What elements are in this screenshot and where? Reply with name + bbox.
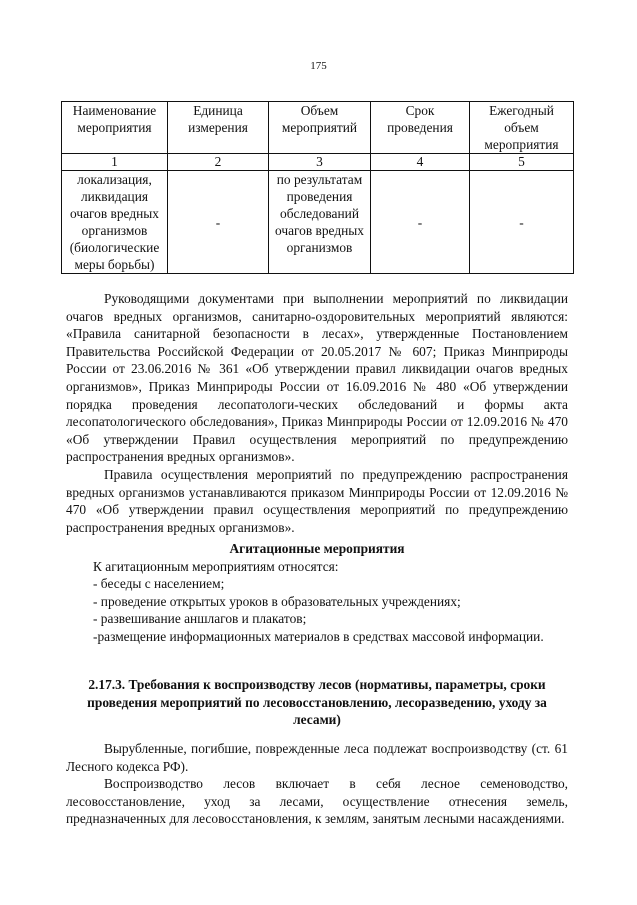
paragraph-reproduction-includes: Воспроизводство лесов включает в себя лесное семеноводство, лесовосстановление, уход за лесами, осуществление отнесения земель, предназначенных для лесовосстановления, к землям, занятым лесными насаждениями. — [66, 776, 568, 827]
list-item: - проведение открытых уроков в образовательных учреждениях; — [93, 593, 461, 609]
column-number: 3 — [269, 154, 371, 171]
cell-measure-name: локализация, ликвидация очагов вредных организмов (биологические меры борьбы) — [62, 171, 168, 274]
section-title: 2.17.3. Требования к воспроизводству лесов (нормативы, параметры, сроки проведения мероприятий по лесовосстановлению, лесоразведению, уходу за лесами) — [87, 677, 547, 728]
column-number: 5 — [470, 154, 574, 171]
paragraph-reproduction: Вырубленные, погибшие, поврежденные леса подлежат воспроизводству (ст. 61 Лесного кодекса РФ). — [66, 741, 568, 774]
agitation-title: Агитационные мероприятия — [229, 541, 405, 556]
page-number: 175 — [310, 60, 327, 72]
list-item: - беседы с населением; — [93, 576, 225, 592]
table-header-row — [62, 102, 574, 154]
section-heading-block — [66, 676, 568, 729]
cell-term: - — [371, 171, 470, 274]
body-text — [66, 290, 568, 536]
column-number: 4 — [371, 154, 470, 171]
table-number-row — [62, 154, 574, 171]
header-cell-name: Наименование мероприятия — [62, 102, 168, 154]
list-item: -размещение информационных материалов в средствах массовой информации. — [93, 628, 544, 644]
paragraph-regulations: Руководящими документами при выполнении мероприятий по ликвидации очагов вредных организмов, санитарно-оздоровительных мероприятий являются: «Правила санитарной безопасности в лесах», утвержденные Постановлением Правительства Российской Федерации от 20.05.2017 № 607; Приказ Минприроды России от 23.06.2016 № 361 «Об утверждении правил ликвидации очагов вредных организмов», Приказ Минприроды России от 16.09.2016 № 480 «Об утверждении порядка проведения лесопатологи-ческих обследований и формы акта лесопатологического обследования», Приказ Минприроды России от 12.09.2016 № 470 «Об утверждении Правил осуществления мероприятий по предупреждению распространения вредных организмов». — [66, 291, 568, 465]
agitation-intro: К агитационным мероприятиям относятся: — [93, 558, 339, 574]
column-number: 2 — [168, 154, 269, 171]
header-cell-term: Срок проведения — [371, 102, 470, 154]
cell-annual: - — [470, 171, 574, 274]
cell-volume: по результатам проведения обследований очагов вредных организмов — [269, 171, 371, 274]
reproduction-text — [66, 740, 568, 828]
agitation-section — [66, 540, 568, 646]
list-item: - развешивание аншлагов и плакатов; — [93, 611, 307, 627]
header-cell-annual: Ежегодный объем мероприятия — [470, 102, 574, 154]
column-number: 1 — [62, 154, 168, 171]
header-cell-volume: Объем мероприятий — [269, 102, 371, 154]
header-cell-unit: Единица измерения — [168, 102, 269, 154]
measures-table — [61, 101, 574, 274]
paragraph-rules: Правила осуществления мероприятий по предупреждению распространения вредных организмов устанавливаются приказом Минприроды России от 12.09.2016 № 470 «Об утверждении правил осуществления мероприятий по предупреждению распространения вредных организмов». — [66, 466, 568, 535]
cell-unit: - — [168, 171, 269, 274]
table-row — [62, 171, 574, 274]
